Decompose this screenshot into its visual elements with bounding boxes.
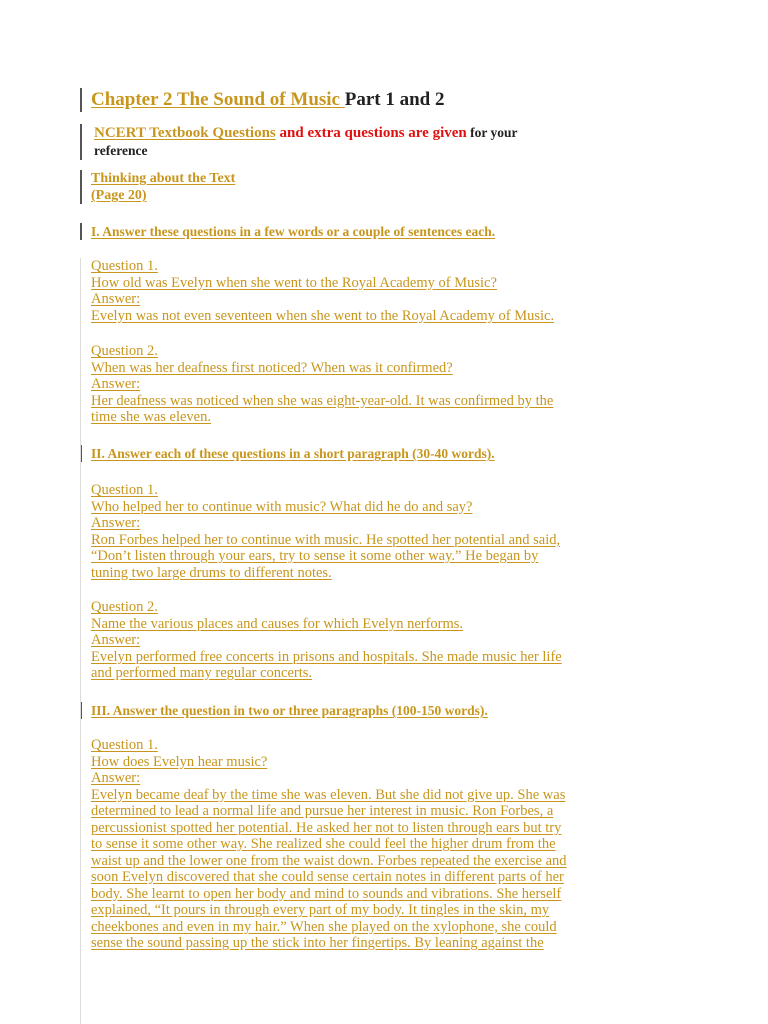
thinking-page-ref[interactable]: (Page 20) xyxy=(91,188,147,203)
thinking-heading xyxy=(80,170,235,204)
section-2-text[interactable]: II. Answer each of these questions in a short paragraph (30-40 words). xyxy=(91,446,495,461)
answer-line[interactable]: Evelyn performed free concerts in prisons and hospitals. She made music her life xyxy=(91,648,562,665)
question-label[interactable]: Question 1. xyxy=(91,482,158,498)
question-block-1-2 xyxy=(91,343,681,426)
chapter-title xyxy=(80,88,445,112)
intro-heading xyxy=(80,124,674,160)
chapter-title-link[interactable]: Chapter 2 The Sound of Music xyxy=(91,89,345,110)
reference-text-1: for your xyxy=(466,125,518,140)
question-block-2-2 xyxy=(91,599,681,682)
question-text[interactable]: Name the various places and causes for which Evelyn nerforms. xyxy=(91,615,464,632)
reference-text-2: reference xyxy=(94,143,148,158)
question-text[interactable]: When was her deafness first noticed? When was it confirmed? xyxy=(91,359,453,376)
question-text[interactable]: Who helped her to continue with music? What did he do and say? xyxy=(91,498,473,515)
question-text[interactable]: How does Evelyn hear music? xyxy=(91,753,268,770)
question-label[interactable]: Question 2. xyxy=(91,343,158,359)
question-block-3-1 xyxy=(91,737,681,952)
answer-line[interactable]: tuning two large drums to different notes. xyxy=(91,564,332,581)
answer-label[interactable]: Answer: xyxy=(91,291,141,307)
extra-questions-text: and extra questions are given xyxy=(275,125,467,141)
answer-line[interactable]: explained, “It pours in through every part of my body. It tingles in the skin, my xyxy=(91,902,550,918)
answer-line[interactable]: percussionist spotted her potential. He asked her not to listen through ears but try xyxy=(91,819,562,836)
answer-line[interactable]: Ron Forbes helped her to continue with music. He spotted her potential and said, xyxy=(91,531,561,548)
answer-label[interactable]: Answer: xyxy=(91,376,141,392)
section-heading-2 xyxy=(80,445,495,462)
question-block-1-1 xyxy=(91,258,681,324)
answer-line[interactable]: cheekbones and even in my hair.” When she played on the xylophone, she could xyxy=(91,918,557,935)
answer-line[interactable]: “Don’t listen through your ears, try to sense it some other way.” He began by xyxy=(91,548,539,564)
chapter-part: Part 1 and 2 xyxy=(344,89,445,110)
answer-line[interactable]: to sense it some other way. She realized she could feel the higher drum from the xyxy=(91,836,556,852)
question-label[interactable]: Question 2. xyxy=(91,599,158,615)
answer-label[interactable]: Answer: xyxy=(91,770,141,786)
section-3-text[interactable]: III. Answer the question in two or three paragraphs (100-150 words). xyxy=(91,703,488,718)
answer-line[interactable]: time she was eleven. xyxy=(91,409,211,425)
answer-line[interactable]: Evelyn was not even seventeen when she went to the Royal Academy of Music. xyxy=(91,307,555,324)
answer-line[interactable]: soon Evelyn discovered that she could sense certain notes in different parts of her xyxy=(91,869,564,885)
answer-line[interactable]: body. She learnt to open her body and mind to sounds and vibrations. She herself xyxy=(91,885,562,902)
margin-rule xyxy=(80,258,81,1024)
answer-line[interactable]: determined to lead a normal life and pursue her interest in music. Ron Forbes, a xyxy=(91,803,554,819)
section-1-text[interactable]: I. Answer these questions in a few words or a couple of sentences each. xyxy=(91,224,496,239)
thinking-line-1[interactable]: Thinking about the Text xyxy=(91,171,236,186)
ncert-link[interactable]: NCERT Textbook Questions xyxy=(94,125,276,141)
question-block-2-1 xyxy=(91,482,681,581)
section-heading-3 xyxy=(80,702,488,719)
answer-label[interactable]: Answer: xyxy=(91,632,141,648)
answer-line[interactable]: waist up and the lower one from the waist down. Forbes repeated the exercise and xyxy=(91,852,567,869)
answer-line[interactable]: and performed many regular concerts. xyxy=(91,665,313,681)
section-heading-1 xyxy=(80,223,495,240)
question-text[interactable]: How old was Evelyn when she went to the Royal Academy of Music? xyxy=(91,274,497,291)
answer-line[interactable]: Evelyn became deaf by the time she was eleven. But she did not give up. She was xyxy=(91,786,566,803)
answer-line[interactable]: sense the sound passing up the stick into her fingertips. By leaning against the xyxy=(91,935,544,951)
question-label[interactable]: Question 1. xyxy=(91,258,158,274)
answer-line[interactable]: Her deafness was noticed when she was eight-year-old. It was confirmed by the xyxy=(91,392,554,409)
answer-label[interactable]: Answer: xyxy=(91,515,141,531)
question-label[interactable]: Question 1. xyxy=(91,737,158,753)
